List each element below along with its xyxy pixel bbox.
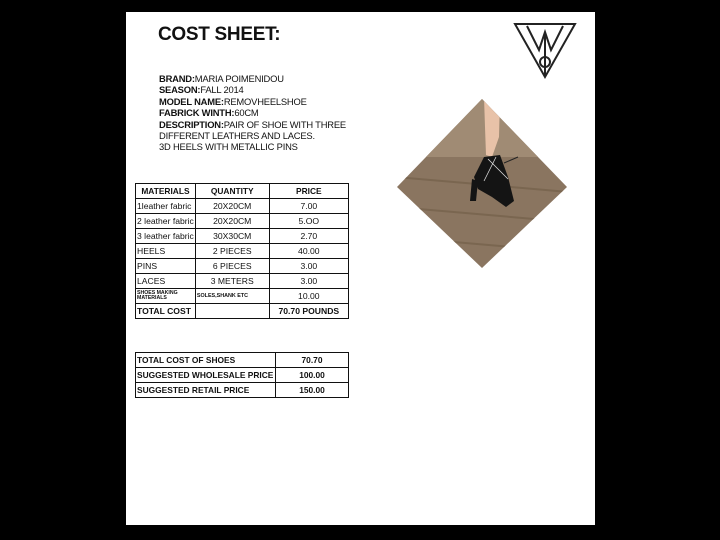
price-cell: 40.00	[269, 244, 348, 259]
total-empty-cell	[195, 304, 269, 319]
header-quantity: QUANTITY	[195, 184, 269, 199]
width-value: 60CM	[234, 107, 259, 119]
season-label: SEASON:	[159, 84, 201, 96]
quantity-cell: 2 PIECES	[195, 244, 269, 259]
summary-table	[135, 352, 349, 398]
summary-value: 100.00	[276, 368, 349, 383]
material-cell: LACES	[136, 274, 196, 289]
table-row	[136, 229, 349, 244]
quantity-cell: SOLES,SHANK ETC	[195, 289, 269, 304]
materials-table	[135, 183, 349, 319]
table-row	[136, 244, 349, 259]
quantity-cell: 6 PIECES	[195, 259, 269, 274]
quantity-cell: 20X20CM	[195, 214, 269, 229]
total-cost-value: 70.70 POUNDS	[269, 304, 348, 319]
price-cell: 5.OO	[269, 214, 348, 229]
description-label: DESCRIPTION:	[159, 118, 224, 130]
page-title: COST SHEET:	[158, 24, 281, 45]
summary-label: SUGGESTED RETAIL PRICE	[136, 383, 276, 398]
table-row	[136, 353, 349, 368]
season-value: FALL 2014	[200, 84, 244, 96]
table-row	[136, 289, 349, 304]
brand-logo-icon	[513, 22, 577, 80]
table-row	[136, 214, 349, 229]
quantity-cell: 20X20CM	[195, 199, 269, 214]
summary-label: TOTAL COST OF SHOES	[136, 353, 276, 368]
summary-value: 150.00	[276, 383, 349, 398]
cost-sheet-page	[126, 12, 595, 525]
description-line-3: 3D HEELS WITH METALLIC PINS	[159, 141, 298, 153]
summary-value: 70.70	[276, 353, 349, 368]
header-materials: MATERIALS	[136, 184, 196, 199]
price-cell: 10.00	[269, 289, 348, 304]
price-cell: 3.00	[269, 274, 348, 289]
total-row	[136, 304, 349, 319]
model-label: MODEL NAME:	[159, 95, 224, 107]
description-line-1: PAIR OF SHOE WITH THREE	[223, 118, 346, 130]
brand-label: BRAND:	[159, 73, 195, 84]
table-row	[136, 259, 349, 274]
description-line-2: DIFFERENT LEATHERS AND LACES.	[159, 130, 315, 142]
material-cell: 3 leather fabric	[136, 229, 196, 244]
quantity-cell: 30X30CM	[195, 229, 269, 244]
material-cell: HEELS	[136, 244, 196, 259]
table-row	[136, 383, 349, 398]
material-cell: 1leather fabric	[136, 199, 196, 214]
width-label: FABRICK WINTH:	[159, 107, 235, 119]
price-cell: 2.70	[269, 229, 348, 244]
table-row	[136, 368, 349, 383]
brand-value: MARIA POIMENIDOU	[194, 73, 284, 84]
material-cell: 2 leather fabric	[136, 214, 196, 229]
header-price: PRICE	[269, 184, 348, 199]
material-cell: PINS	[136, 259, 196, 274]
table-row	[136, 274, 349, 289]
shoe-photo	[396, 97, 569, 270]
model-value: REMOVHEELSHOE	[223, 95, 307, 107]
table-row	[136, 199, 349, 214]
material-cell: SHOES MAKING MATERIALS	[136, 289, 196, 304]
total-cost-label: TOTAL COST	[136, 304, 196, 319]
summary-label: SUGGESTED WHOLESALE PRICE	[136, 368, 276, 383]
table-header-row	[136, 184, 349, 199]
product-info	[159, 73, 346, 153]
price-cell: 7.00	[269, 199, 348, 214]
price-cell: 3.00	[269, 259, 348, 274]
quantity-cell: 3 METERS	[195, 274, 269, 289]
